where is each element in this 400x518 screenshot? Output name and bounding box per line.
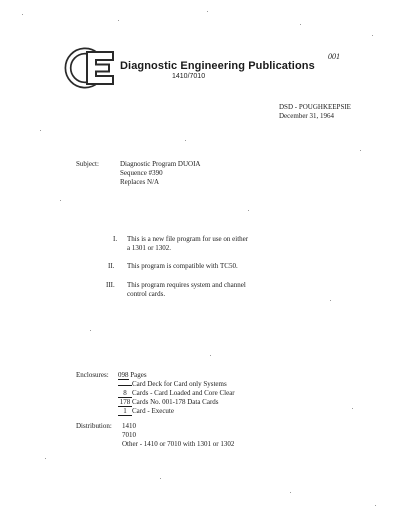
distribution-line: Other - 1410 or 7010 with 1301 or 1302: [122, 440, 235, 448]
enclosures-pages-count: 098: [118, 371, 129, 379]
item-text: [127, 262, 238, 271]
enclosure-entry: [118, 407, 174, 416]
enclosure-label: Cards - Card Loaded and Core Clear: [132, 389, 235, 397]
scan-speck: [40, 130, 41, 131]
item-number: III.: [106, 281, 115, 289]
subject-label: Subject:: [76, 160, 99, 168]
item-text: [127, 281, 246, 299]
scan-speck: [372, 35, 373, 36]
scan-speck: [160, 478, 161, 479]
scan-speck: [330, 300, 331, 301]
origin-location: DSD - POUGHKEEPSIE: [279, 103, 351, 111]
item-text: [127, 235, 248, 253]
item-line: control cards.: [127, 290, 166, 298]
scan-speck: [90, 330, 91, 331]
scan-speck: [22, 14, 23, 15]
enclosure-count: 1: [118, 408, 132, 416]
item-line: This program requires system and channel: [127, 281, 246, 289]
subject-line: Replaces N/A: [120, 178, 160, 186]
scan-speck: [360, 150, 361, 151]
enclosures-label: Enclosures:: [76, 371, 109, 379]
scan-speck: [45, 458, 46, 459]
origin-block: [279, 103, 351, 121]
scan-speck: [290, 492, 291, 493]
subject-line: Diagnostic Program DUOIA: [120, 160, 201, 168]
scan-speck: [248, 210, 249, 211]
item-line: a 1301 or 1302.: [127, 244, 171, 252]
scan-speck: [207, 11, 208, 12]
scan-speck: [210, 355, 211, 356]
enclosure-count: 8: [118, 390, 132, 398]
scan-speck: [300, 24, 301, 25]
enclosure-count: [118, 385, 132, 386]
enclosures-pages: [118, 371, 147, 380]
enclosure-entry: [118, 389, 235, 398]
item-line: This is a new file program for use on either: [127, 235, 249, 243]
scan-speck: [118, 20, 119, 21]
enclosures-pages-label: Pages: [130, 371, 147, 379]
enclosure-label: Cards No. 001-178 Data Cards: [132, 398, 219, 406]
distribution-block: [122, 422, 234, 449]
scan-speck: [352, 408, 353, 409]
distribution-label: Distribution:: [76, 422, 112, 430]
enclosure-entry: [118, 380, 227, 389]
distribution-line: 7010: [122, 431, 136, 439]
scan-speck: [185, 140, 186, 141]
distribution-line: 1410: [122, 422, 136, 430]
scan-speck: [375, 505, 376, 506]
enclosure-label: Card - Execute: [132, 407, 174, 415]
origin-date: December 31, 1964: [279, 112, 335, 120]
scan-speck: [60, 200, 61, 201]
subject-block: [120, 160, 201, 187]
page-code: 001: [328, 52, 340, 61]
publication-subtitle: 1410/7010: [172, 73, 206, 80]
item-number: II.: [108, 262, 115, 270]
item-number: I.: [113, 235, 118, 243]
publication-title: Diagnostic Engineering Publications: [120, 60, 315, 72]
ce-logo: [63, 45, 123, 91]
enclosure-count: 178: [119, 398, 131, 406]
enclosure-label: Card Deck for Card only Systems: [132, 380, 227, 388]
subject-line: Sequence #390: [120, 169, 163, 177]
item-line: This program is compatible with TC50.: [127, 262, 238, 270]
enclosure-entry: [118, 398, 219, 407]
